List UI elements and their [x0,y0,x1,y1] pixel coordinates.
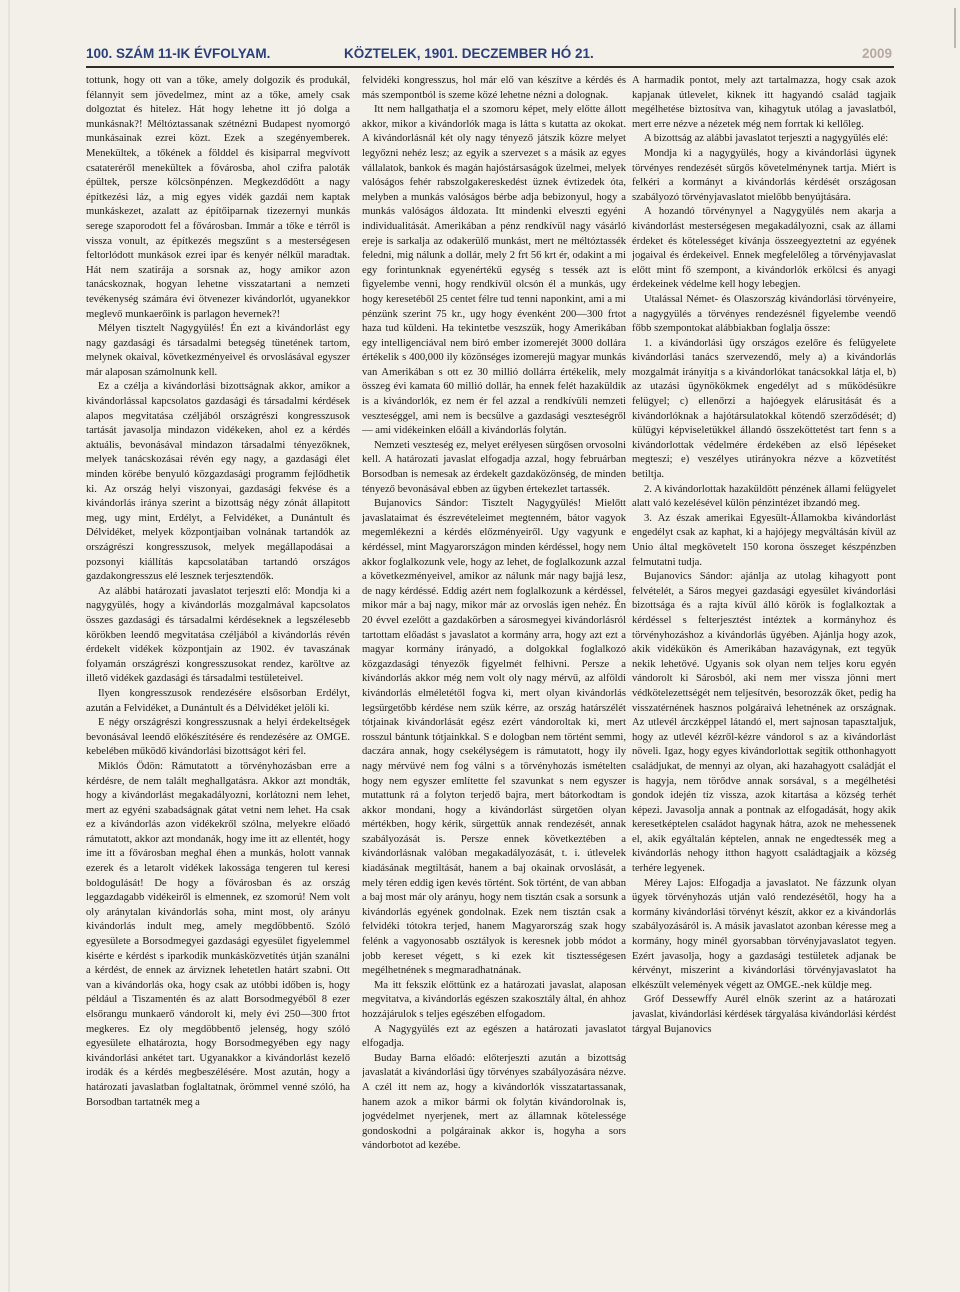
article-paragraph: tottunk, hogy ott van a tőke, amely dolgozik és produkál, félannyit sem jövedelmez, mint az a tőke, amely csak dolgoztat és hitelez. Hát hogy lehetne itt jó dolga a munkásnak?! Méltóztassanak szétnézni Budapest nyomorgó munkásainak ezrei közt. Ezek a szegényemberek. Menekültek, a tőkének a földdel és kisiparral megvívott csatateréről menekültek a fővárosba, ahol czifra paloták épültek, persze kölcsönpénzen. Megkezdődött a nagy építkezési láz, a mig egyes vidék gazdái nem kaptak munkáskezet, azalatt az építőiparnak tizezernyi munkás serege szaporodott fel a fővárosban. Immár a tőke e térről is vissza vonult, az építkezés megszűnt s a mesterségesen feltorlódott munkások ezrei ipar és kenyér nélkül maradtak. Hát nem szatirája a sorsnak az, hogy amikor azon tanácskoznak, hogyan lehetne visszatartani a nemzeti tevékenység számára évi ötvenezer kivándorlót, ugyanekkor meglevő munkaerőink is parlagon hevernek?! [86,75,350,320]
article-paragraph: A harmadik pontot, mely azt tartalmazza, hogy csak azok kapjanak útlevelet, kiknek itt hagyandó család tagjaik megélhetése biztosítva van, kihagytuk utólag a javaslatból, mert erre nézve a nézetek még nem forrtak ki kellőleg. [632,75,896,130]
text-column-2 [362,74,626,1274]
page-crease [8,0,10,1292]
article-paragraph: Mérey Lajos: Elfogadja a javaslatot. Ne fázzunk olyan ügyek törvényhozás utján való rendezésétől, hogy ha a kormány kivándorlási törvényt készít, akkor ez a kivándorlás szabályozásáról is. A másik javaslatot azonban kéresse meg a kormány, hogy minél gyorsabban törvényjavaslatot tegyen. Ezért javasolja, hogy a gazdasági testületek adjanak be kérvényt, miszerint a kivándorlási törvényjavaslatot ha elkészült velemények végett az OMGE.-nek küldje meg. [632,877,896,991]
article-paragraph: Bujanovics Sándor: Tisztelt Nagygyülés! Mielőtt javaslataimat és észrevételeimet megtenném, bátor vagyok megemlékezni a kérdés előzményeiről. Ugy vagyunk e kérdéssel, mint Magyarországon minden kérdéssel, hogy nem akkor foglalkozunk vele, hogy az lehet, de foglalkozunk azzal a következményeivel, amikor az nálunk már nagy bajjá lesz, de nagy kérdéssé. Eddig azért nem foglalkozunk a kérdéssel, mikor már a baj nagy, mikor már az orvoslás igen nehéz. Én 20 évvel ezelőtt a gazdakörben a sárosmegyei kivándorlásról tartottam előadást s javaslatot a kormány arra, hogy azt ezt a magyar kormány irányadó, a dolgokkal foglalkozó közgazdasági tényezők figyelmét felhivni. Persze a kivándorlás akkor még nem volt oly nagy mérvű, az alföldi kivándorlás elméletétől fogva ki, mert olyan kivándorlás legsürgetőbb kérdése nem szük kérre, az ország határszélét tótjainak kivándorlását egész ezért vándoroltak ki, mert rosszul bántunk tótjainkkal. S e dologban nem történt semmi, daczára annak, hogy csekélységem is rámutatott, hogy ily nagy mérvüvé nem fog válni s a törvényhozás ismételten hogy nem egyszer említette fel szavunkat s nem egyszer mutattunk rá a folyton terjedő bajra, mert bátorkodtam is akkor mondani, hogy a kivándorlást sürgetően olyan mértékben, hogy kérik, sürgettük annak rendezését, annak szabályozását is. Persze ennek következtében a kivándorlásnak valóban megakadályozását, t. i. útlevelek kiadásának megtiltását, hanem a baj okainak orvoslását, a mely téren eddig igen kevés történt. Sok történt, de van abban a baj most már oly arányu, hogy nem tisztán csak a sorsunk a kivándorlás egyének gondolnak. Ezek nem tisztán csak a felvidéki tótokra terjed, hanem Magyarország szak hogy felénk a vagyonosabb osztályok is keresnek jobb módot a jobb kereset végett, s ki ezek kit tisztességesen megélhetnének s megmaradhatnának. [362,498,626,977]
article-paragraph: 2. A kivándorlottak hazaküldött pénzének állami felügyelet alatt való kezelésével külön pénzintézet ibzandó meg. [632,483,896,510]
article-paragraph: Az alábbi határozati javaslatot terjeszti elő: Mondja ki a nagygyülés, hogy a kivándorlás mozgalmával kapcsolatos összes gazdasági és társadalmi kérdéseknek a legszélesebb körökben leendő megvitatása czéljából a kivándorlás révén érdekelt vidékek központjain az 1902. év tavaszának folyamán országrészi kongresszusokat rendez, karöltve az illető vidékek gazdasági és társadalmi testületeivel. [86,585,350,685]
article-paragraph: Buday Barna előadó: előterjeszti azután a bizottság javaslatát a kivándorlási ügy törvényes szabályozására nézve. A czél itt nem az, hogy a kivándorlók visszatartassanak, hanem azok a mikor bármi ok folytán kivándorolnak is, jogvédelmet nyerjenek, mert az államnak kötelessége gondoskodni a polgárainak akkor is, hogyha a sors vándorbotot ad kezébe. [362,1052,626,1152]
article-paragraph: 1. a kivándorlási ügy országos ezelőre és felügyelete kivándorlási tanács szervezendő, mely a) a kivándorlás mozgalmát irányítja s a kivándorlókat tanácsokkal látja el, b) az utazási ügynökökmek engedélyt ad s működésükre felügyel; c) ellenőrzi a hajóegyek elárusitását és a kivándorlóknak a hajótársulatokkal kötendő szerződését; d) külügyi képviseletükkel állandó összeköttetést tart fenn s a kivándorlottak védelmére érdekében az első lépéseket megteszi; e) veszélyes utirányokra nézve a közvetítést betiltja. [632,337,896,481]
article-paragraph: Ez a czélja a kivándorlási bizottságnak akkor, amikor a kivándorlással kapcsolatos gazdasági és társadalmi kérdések alapos megvitatása czéljából országrészi kongresszusok tartását javasolja mindazon vidékeken, ahol ez a kérdés aktuális, bevonásával mindazon társadalmi tényezőknek, melyek tanácskozásai révén egy nagy, a gazdasági élet minden körébe benyuló közgazdasági programm fejlődhetik ki. Az ország helyi viszonyai, gazdasági fekvése és a kivándorlás iránya szerint a bizottság négy zónát állapitott meg, ugy mint, Erdélyt, a Felvidéket, a Dunántult és Délvidéket, melyek központjaiban volnának tartandók az országrészi kongresszusok, melyek megállapodásai a pozsonyi kiállítás kapcsolatában tartandó országos gazdakongresszus elé lesznek terjesztendők. [86,381,350,583]
article-paragraph: Gróf Dessewffy Aurél elnök szerint az a határozati javaslat, kivándorlási kérdések tárgyalása kivándorlási kérdést tárgyal Bujanovics [632,994,896,1035]
article-paragraph: Mélyen tisztelt Nagygyülés! Én ezt a kivándorlást egy nagy gazdasági és társadalmi betegség tünetének tartom, melynek okaival, következményeivel és orvoslásával egyszer már alaposan számolnunk kell. [86,323,350,378]
article-paragraph: felvidéki kongresszus, hol már elő van készítve a kérdés és más szempontból is szeme közé lehetne nézni a dolognak. [362,75,626,101]
article-paragraph: Utalással Német- és Olaszország kivándorlási törvényeire, a nagygyülés a törvényes rendezésnél figyelembe veendő főbb szempontokat alábbiakban foglalja össze: [632,293,896,335]
page-edge-mark [932,8,956,48]
page-header [86,42,892,68]
issue-number: 100. SZÁM 11-IK ÉVFOLYAM. [86,46,271,61]
article-paragraph: A Nagygyülés ezt az egészen a határozati javaslatot elfogadja. [362,1023,626,1050]
article-paragraph: Ma itt fekszik előttünk ez a határozati javaslat, alaposan megvitatva, a kivándorlás egészen szakosztály által, én ahhoz hozzájárulok s teljes egészében elfogadom. [362,979,626,1020]
article-paragraph: Bujanovics Sándor: ajánlja az utolag kihagyott pont felvételét, a Sáros megyei gazdasági egyesület kivándorlási bizottsága és a rajta kívül álló körök is foglalkoztak a kérdéssel s felterjesztést intéztek a kormányhoz és törvényhozáshoz a kivándorlás ügyében. Ajánlja hogy azok, akik vidékükön és Amerikában hazavágynak, ezt tegyük nekik lehetővé. Ugyanis sok olyan nem teljes koru egyén vándorolt ki Sárosból, aki nem mer vissza jönni mert védkötelezettségét nem teljesítvén, besorozzák őket, pedig ha visszatérnének hasznos polgáraivá lehetnének az országnak. Az utlevél árczképpel látandó el, mert sajnosan tapasztaljuk, hogy az utlevél kézről-kézre vándorol s az a kivándorlást növeli. Igaz, hogy egyes kivándorlottak segítik otthonhagyott családjukat, de mennyi az olyan, aki hazahagyott családját el is hagyja, nem törődve annak sorsával, s a megélhetési gondok idején tíz vissza, azok kitartása a község terhét képezi. Javasolja annak a pontnak az elfogadását, hogy akik keresetképtelen családot hagynak hátra, azok ne mehessenek el, akik egyáltalán képtelen, annak ne engedtessék meg a kivándorlás nehogy itthon hagyott családtagjaik a község terhére legyenek. [632,571,896,875]
article-paragraph: Mondja ki a nagygyülés, hogy a kivándorlási ügynek törvényes rendezését sürgős követelménynek tartja. Miért is felkéri a kormányt a kivándorlás kérdését országosan szabályozó törvényjavaslatot mielőbb benyújtására. [632,147,896,203]
article-paragraph: Ilyen kongresszusok rendezésére elsősorban Erdélyt, azután a Felvidéket, a Dunántult és a Délvidéket jelöli ki. [86,687,350,714]
article-paragraph: Itt nem hallgathatja el a szomoru képet, mely előtte állott akkor, mikor a kivándorlók maga is látta s kutatta az okokat. A kivándorlásnál két oly nagy tényező játszik közre melyet legyőzni nehéz lesz; az egyik a szervezet s a másik az egyes vállalatok, bankok és magán hajóstársaságok üzelmei, melyek valóságos fehér rabszolgakereskedést üznek évtizedek óta, melyben a munkás valóságos bérbe adja bebizonyul, hogy a munkás valóságos áldozata. Itt mindenki elveszti egyéni individualitását. Amerikában a pénz rendkívül nagy vásárló ereje is sarkalja az odakerülő munkást, mert ne méltóztassék feledni, mig nálunk a dollár, mely 2 frt 56 krt ér, odakint a mi egy forintunknak egyenértékű egység s tessék azt is figyelembe venni, hogy rendkívül olcsón él a munkás, ugy hogy keresetéből 25 centet félre tud tenni naponkint, ami a mi pénzünk szerint 75 kr., ugy hogy évenként 200—300 frtot haza tud küldeni. Ha tekintetbe veszszük, hogy Amerikában egy intelligenciával nem biró ember izomerejét 3000 dollára értékelik s 400,000 ily közönséges izomerejü magyar munkás van Amerikában s ott ez 30 millió dollárra értékelik, mely összeg évi kamata 60 millió dollár, ha ennek felét hazaküldik is a kivándorlók, ez nem ér fel azzal a rendkívüli nemzeti veszteséggel, ami nem is becsülve a gazdasági veszteségről — ami vidékeinken előáll a kivándorlás folytán. [362,104,626,437]
article-paragraph: E négy országrészi kongresszusnak a helyi érdekeltségek bevonásával leendő előkészítésére és rendezésére az OMGE. kebelében működő kivándorlási bizottságot kéri fel. [86,717,350,758]
article-paragraph: Nemzeti veszteség ez, melyet erélyesen sürgősen orvosolni kell. A határozati javaslat elfogadja azzal, hogy februárban Borsodban is nemesak az érdekelt gazdaközönség, de minden tényező bevonásával ebben az ügyben értekezlet tartassék. [362,439,626,495]
header-rule [86,66,894,68]
publication-dateline: KÖZTELEK, 1901. DECZEMBER HÓ 21. [344,46,594,61]
text-column-3 [632,74,896,1274]
text-column-1 [86,74,350,1274]
article-paragraph: 3. Az észak amerikai Egyesült-Államokba kivándorlást engedélyt csak az kaphat, ki a hajójegy megváltásán kívül az Unio által megkövetelt 150 korona összeget készpénzben felmutatni tudja. [632,512,896,568]
article-paragraph: A hozandó törvénynyel a Nagygyülés nem akarja a kivándorlást mesterségesen megakadályozni, csak az állami érdeket és kötelességet kívánja összeegyeztetni az egyének jogaival és érdekeivel. Ennek megfelelőleg a törvényjavaslat előtt mint fő szempont, a kivándorlók erkölcsi és anyagi érdekeinek védelme kell hogy lebegjen. [632,206,896,291]
page-number: 2009 [861,46,892,61]
article-paragraph: A bizottság az alábbi javaslatot terjeszti a nagygyülés elé: [644,133,889,145]
article-paragraph: Miklós Ödön: Rámutatott a törvényhozásban erre a kérdésre, de nem talált meghallgatásra. Akkor azt mondták, hogy a kivándorlást megakadályozni, korlátozni nem lehet, mert az egyéni szabadságnak gátat vetni nem lehet. Ha csak ez a kivándorlás azon vidékekről szólna, melyekre előadó rámutatott, akkor azt mondanák, hogy ime itt az ellentét, hogy ime itt a fővárosban meghal éhen a munkás, holott vannak ezerek és a letarolt vidékek lakossága tengeren tul keresi boldogulását! De hogy a fővárosban és az ország leggazdagabb vidékeiről is elmennek, ez szomorú! Nem volt oly aránytalan kivándorlás soha, mint most, oly arányu kivándorlás indult meg, amely megdöbbentő. Szóló egyesülete a Borsodmegyei gazdasági egyesület figyelemmel kisérte e kérdést s iparkodik munkásközvetítés útján szanálni a kérdést, de ennek az árviznek lehetetlen határt szabni. Ott van a kivándorlás oka, hogy csak az utóbbi időben is, hogy például a Tiszamentén és az alatt Borsodmegyéből 8 ezer elsőrangu munkaerő vándorolt ki, mely évi 250—300 frtot megkeres. Ez oly megdöbbentő jelenség, hogy szóló egyesülete elhatározta, hogy Borsodmegyében egy nagy kivándorlási ankétet tart. Ugyanakkor a kivándorlást kezelő irodák és a kérdés megbeszélésére. Most azután, hogy a határozati javaslatban foglaltatnak, örömmel venné szóló, ha Borsodban tartatnék meg a [86,760,350,1108]
